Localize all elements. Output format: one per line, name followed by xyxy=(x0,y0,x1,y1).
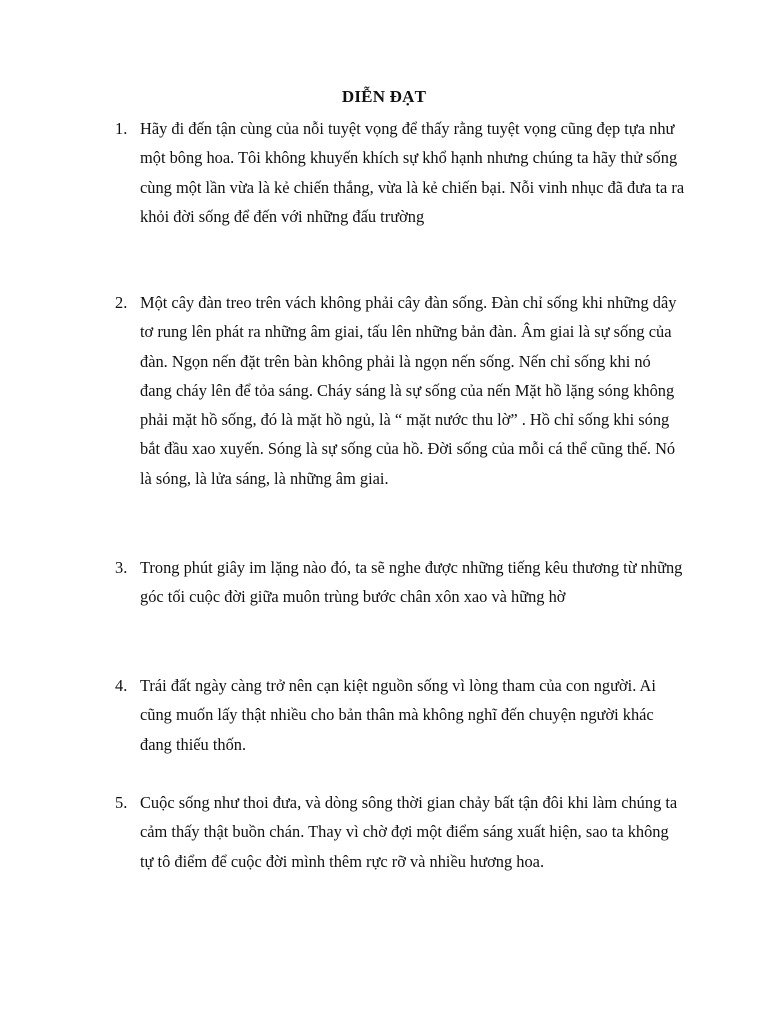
list-item xyxy=(115,671,685,759)
list-item-text: Một cây đàn treo trên vách không phải cây đàn sống. Đàn chỉ sống khi những dây tơ rung lên phát ra những âm giai, tấu lên những bản đàn. Âm giai là sự sống của đàn. Ngọn nến đặt trên bàn không phải là ngọn nến sống. Nến chỉ sống khi nó đang cháy lên để tỏa sáng. Cháy sáng là sự sống của nến Mặt hồ lặng sóng không phải mặt hồ sống, đó là mặt hồ ngủ, là “ mặt nước thu lờ” . Hồ chỉ sống khi sóng bắt đầu xao xuyến. Sóng là sự sống của hồ. Đời sống của mỗi cá thể cũng thế. Nó là sóng, là lửa sáng, là những âm giai. xyxy=(140,293,677,488)
list-item-text: Trái đất ngày càng trở nên cạn kiệt nguồn sống vì lòng tham của con người. Ai cũng muốn lấy thật nhiều cho bản thân mà không nghĩ đến chuyện người khác đang thiếu thốn. xyxy=(140,676,656,754)
list-item-text: Cuộc sống như thoi đưa, và dòng sông thời gian chảy bất tận đôi khi làm chúng ta cảm thấy thật buồn chán. Thay vì chờ đợi một điểm sáng xuất hiện, sao ta không tự tô điểm để cuộc đời mình thêm rực rỡ và nhiều hương hoa. xyxy=(140,793,678,871)
list-item-text: Hãy đi đến tận cùng của nỗi tuyệt vọng để thấy rằng tuyệt vọng cũng đẹp tựa như một bông hoa. Tôi không khuyến khích sự khổ hạnh nhưng chúng ta hãy thử sống cùng một lần vừa là kẻ chiến thắng, vừa là kẻ chiến bại. Nỗi vinh nhục đã đưa ta ra khỏi đời sống để đến với những đấu trường xyxy=(140,119,685,226)
document-title: DIỄN ĐẠT xyxy=(341,87,427,106)
list-item xyxy=(115,114,685,231)
list-item-number: 2. xyxy=(115,293,128,312)
list-item xyxy=(115,788,685,876)
list-item xyxy=(115,288,685,493)
list-item-text: Trong phút giây im lặng nào đó, ta sẽ nghe được những tiếng kêu thương từ những góc tối cuộc đời giữa muôn trùng bước chân xôn xao và hững hờ xyxy=(140,558,683,607)
list-item-number: 4. xyxy=(115,676,128,695)
list-item-number: 5. xyxy=(115,793,128,812)
list-item xyxy=(115,553,685,612)
list-item-number: 3. xyxy=(115,558,128,577)
list-item-number: 1. xyxy=(115,119,128,138)
